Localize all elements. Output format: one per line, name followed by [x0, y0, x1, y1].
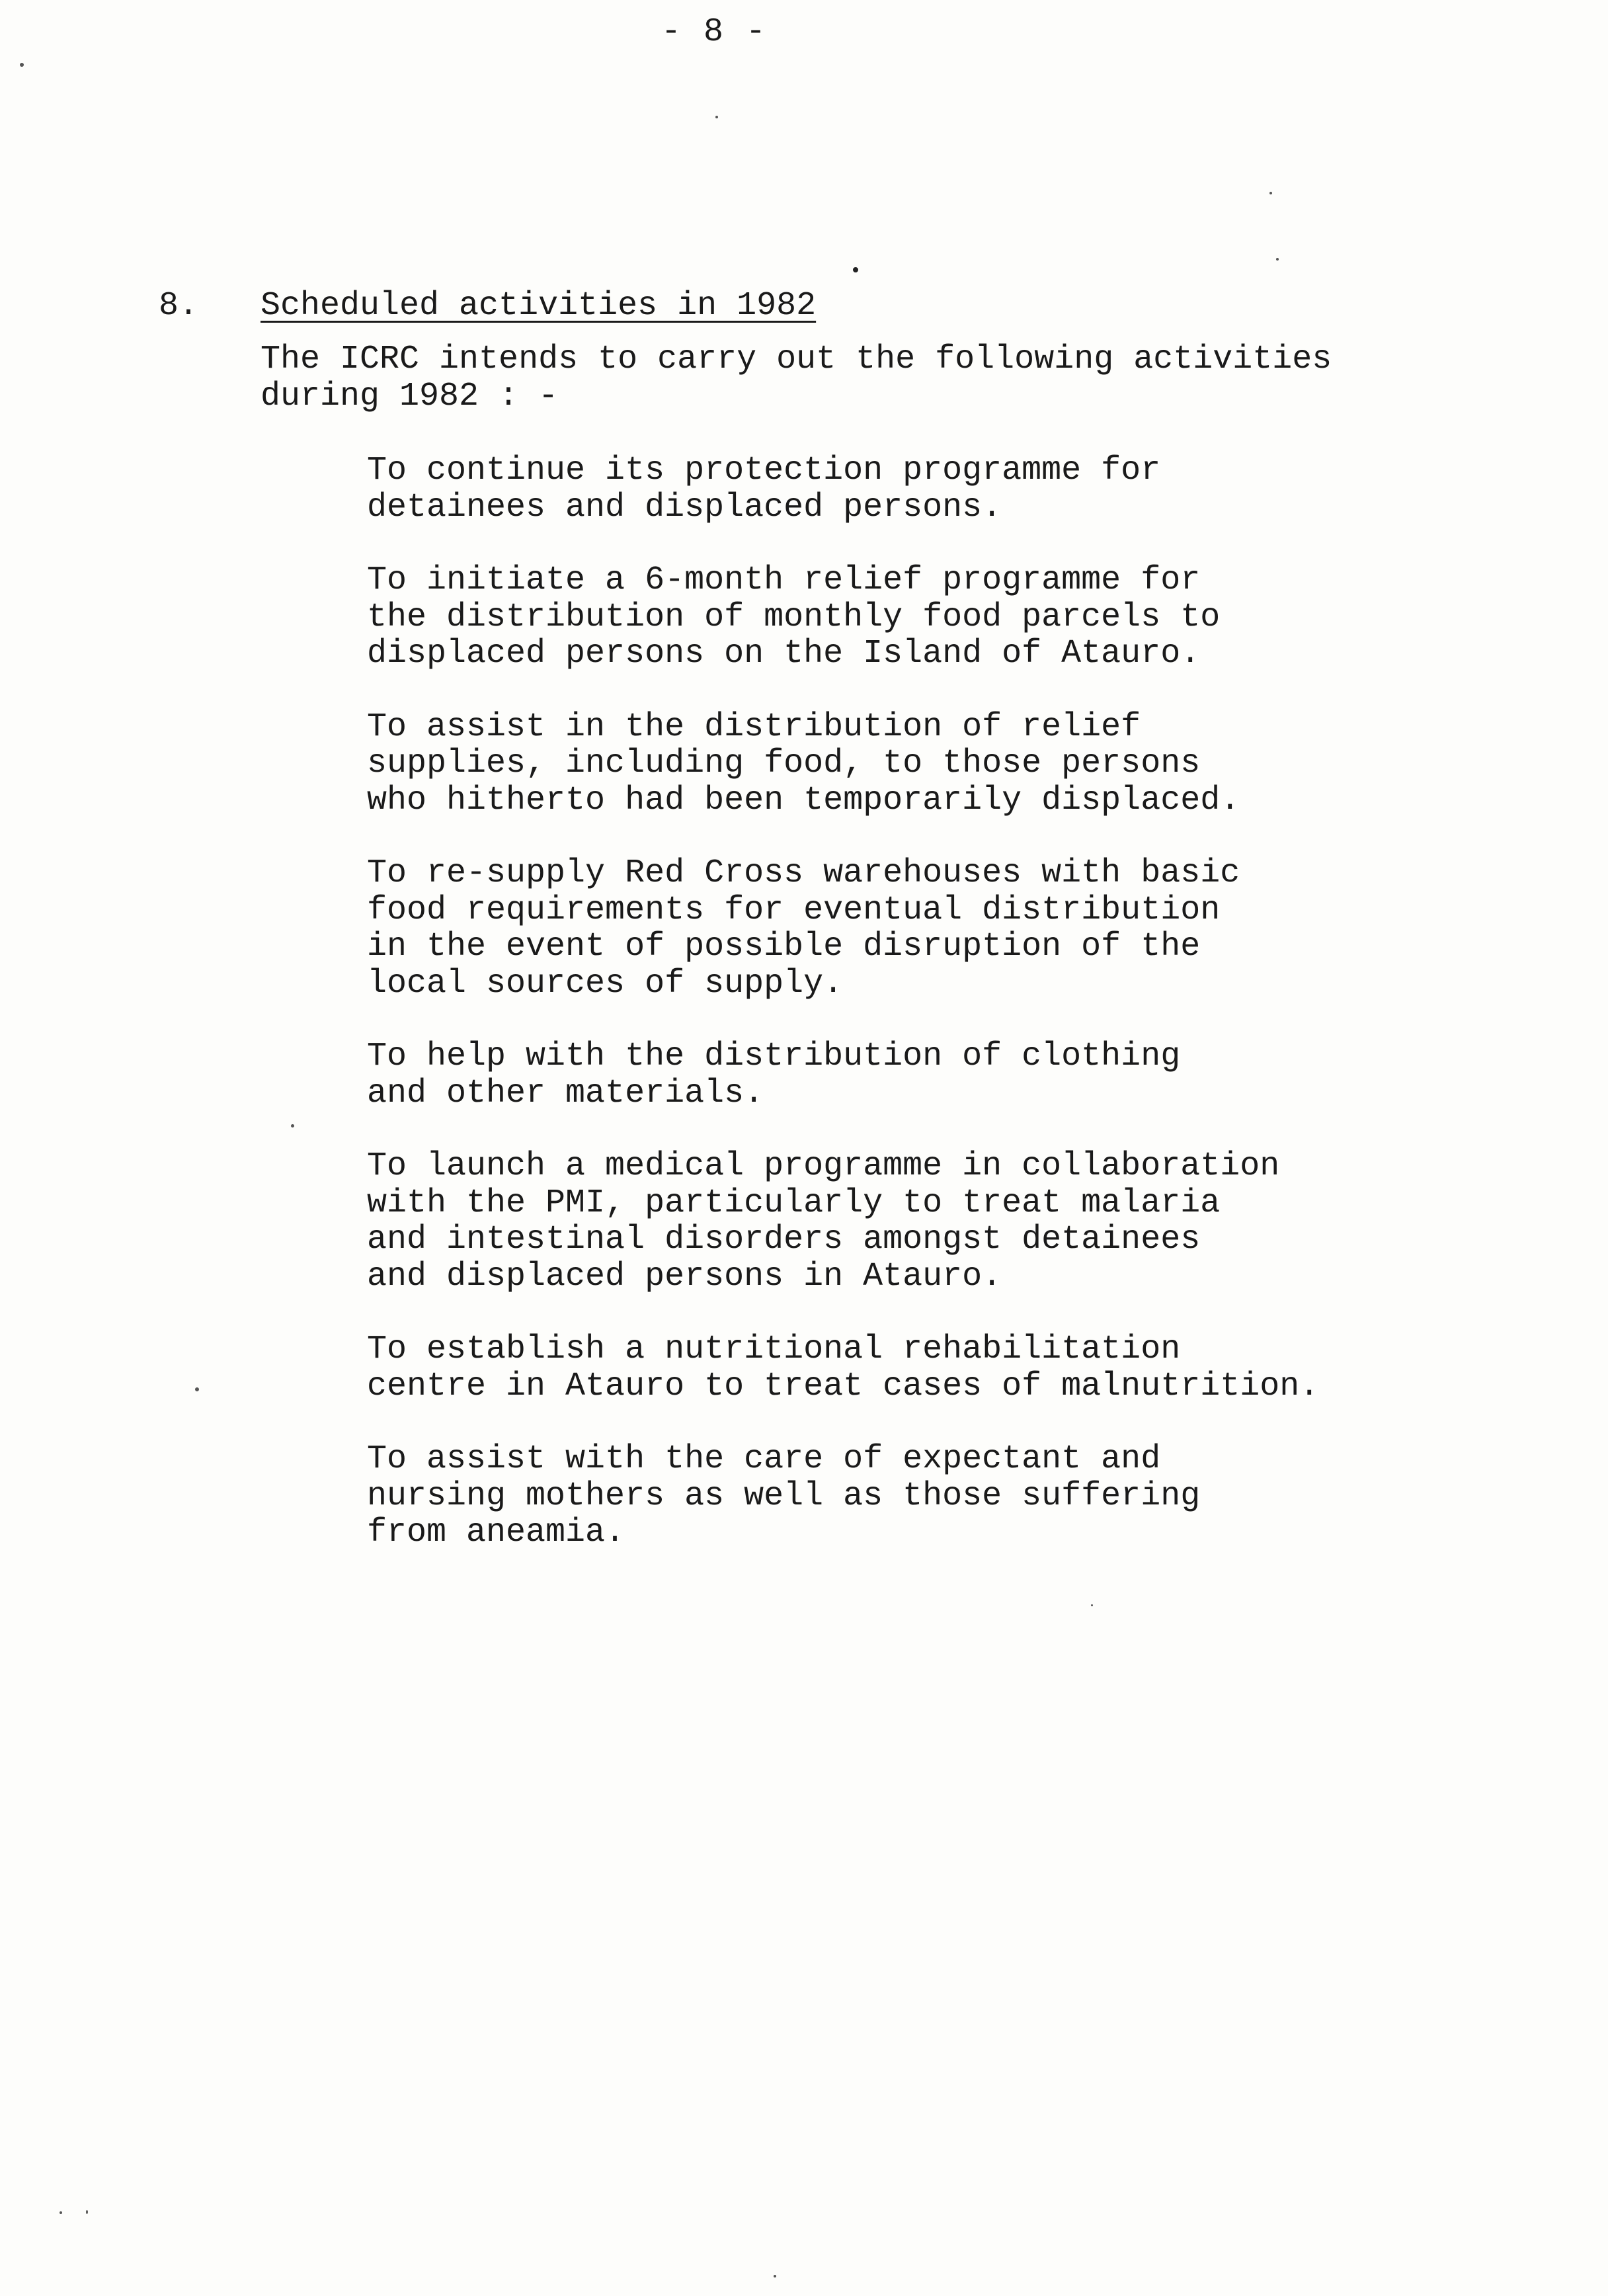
section-intro: The ICRC intends to carry out the following activities during 1982 : -: [261, 341, 1332, 415]
activity-item: To re-supply Red Cross warehouses with basic food requirements for eventual distribution in the event of possible disruption of the local sources of supply.: [367, 854, 1240, 1003]
scan-speck: [1276, 258, 1279, 261]
scan-speck: [774, 2275, 776, 2277]
section-number: 8.: [159, 287, 199, 325]
scan-speck: [715, 116, 718, 118]
scan-speck: [86, 2210, 88, 2214]
page-number: - 8 -: [661, 13, 768, 51]
activity-item: To launch a medical programme in collaboration with the PMI, particularly to treat malaria and intestinal disorders amongst detainees and displaced persons in Atauro.: [367, 1147, 1280, 1295]
scan-speck: [291, 1124, 294, 1128]
scan-speck: [853, 267, 858, 272]
scan-speck: [60, 2211, 62, 2214]
scan-speck: [1269, 192, 1272, 194]
scan-speck: [195, 1387, 199, 1391]
activity-item: To initiate a 6-month relief programme for the distribution of monthly food parcels to displaced persons on the Island of Atauro.: [367, 561, 1221, 673]
activity-item: To assist in the distribution of relief supplies, including food, to those persons who hitherto had been temporarily displaced.: [367, 708, 1240, 819]
activity-list: [367, 452, 1451, 1588]
activity-item: To continue its protection programme for detainees and displaced persons.: [367, 452, 1161, 526]
activity-item: To assist with the care of expectant and nursing mothers as well as those suffering from aneamia.: [367, 1440, 1201, 1551]
activity-item: To help with the distribution of clothing and other materials.: [367, 1038, 1181, 1112]
scan-speck: [1091, 1604, 1093, 1606]
section-heading: Scheduled activities in 1982: [261, 287, 817, 325]
activity-item: To establish a nutritional rehabilitation centre in Atauro to treat cases of malnutrition.: [367, 1331, 1320, 1405]
scan-speck: [20, 63, 24, 67]
